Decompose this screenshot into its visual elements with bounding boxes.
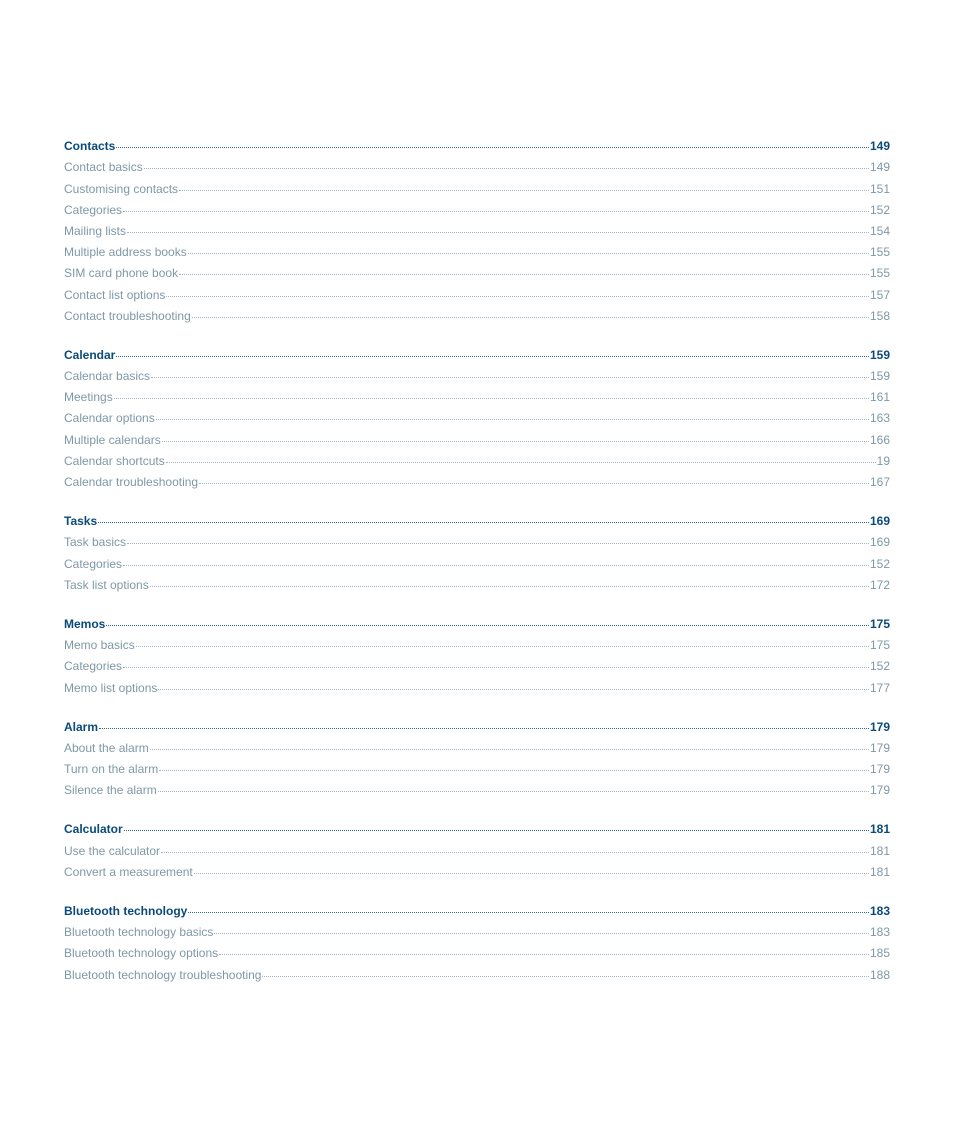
toc-entry-title: Mailing lists [64, 223, 127, 238]
toc-entry-title: Task list options [64, 577, 149, 592]
toc-item-link[interactable] [64, 918, 890, 939]
toc-entry-title: Calendar shortcuts [64, 453, 165, 468]
toc-page-number: 166 [869, 432, 890, 447]
toc-item-link[interactable] [64, 196, 890, 217]
toc-entry-title: Calendar troubleshooting [64, 475, 199, 489]
dot-leader [123, 211, 869, 212]
toc-page-number: 167 [869, 475, 890, 489]
dot-leader [159, 770, 869, 771]
toc-page-number: 181 [869, 822, 890, 837]
toc-item-link[interactable] [64, 858, 890, 879]
toc-entry-title: Alarm [64, 719, 99, 734]
toc-section-contacts [64, 132, 890, 323]
toc-item-link[interactable] [64, 362, 890, 383]
dot-leader [214, 933, 869, 934]
toc-page-number: 155 [869, 266, 890, 281]
toc-entry-title: Tasks [64, 514, 98, 529]
toc-entry-title: Categories [64, 556, 123, 571]
toc-item-link[interactable] [64, 217, 890, 238]
toc-page-number: 154 [869, 223, 890, 238]
dot-leader [194, 873, 869, 874]
toc-entry-title: Memo list options [64, 680, 158, 695]
toc-page-number: 183 [869, 925, 890, 940]
toc-entry-title: Use the calculator [64, 843, 161, 858]
dot-leader [179, 190, 869, 191]
toc-page-number: 149 [869, 160, 890, 175]
toc-page-number: 181 [869, 843, 890, 858]
toc-item-link[interactable] [64, 383, 890, 404]
toc-section-bluetooth-technology [64, 897, 890, 982]
toc-page-number: 188 [869, 967, 890, 982]
toc-item-link[interactable] [64, 302, 890, 323]
toc-item-link[interactable] [64, 425, 890, 446]
dot-leader [116, 147, 869, 148]
dot-leader [136, 646, 869, 647]
toc-entry-title: About the alarm [64, 740, 149, 755]
toc-page-number: 175 [869, 616, 890, 631]
toc-page-number: 152 [869, 556, 890, 571]
toc-item-link[interactable] [64, 836, 890, 857]
toc-page-number: 169 [869, 514, 890, 529]
dot-leader [144, 168, 869, 169]
toc-entry-title: Contacts [64, 139, 116, 154]
toc-entry-title: Memos [64, 616, 106, 631]
toc-page-number: 152 [869, 659, 890, 674]
toc-item-link[interactable] [64, 174, 890, 195]
toc-page-number: 157 [869, 287, 890, 302]
toc-item-link[interactable] [64, 259, 890, 280]
toc-page-number: 159 [869, 347, 890, 362]
toc-item-link[interactable] [64, 673, 890, 694]
dot-leader [116, 356, 869, 357]
toc-item-link[interactable] [64, 468, 890, 489]
toc-item-link[interactable] [64, 571, 890, 592]
toc-page-number: 183 [869, 904, 890, 918]
dot-leader [156, 419, 869, 420]
toc-entry-title: Calculator [64, 822, 123, 837]
dot-leader [99, 728, 869, 729]
toc-page-number: 179 [869, 740, 890, 755]
dot-leader [158, 791, 869, 792]
dot-leader [114, 398, 869, 399]
dot-leader [166, 296, 869, 297]
dot-leader [219, 954, 869, 955]
toc-entry-title: Calendar [64, 347, 116, 362]
toc-page-number: 179 [869, 783, 890, 798]
toc-entry-title: Meetings [64, 390, 113, 405]
toc-page-number: 181 [869, 864, 890, 879]
dot-leader [106, 625, 869, 626]
dot-leader [127, 232, 869, 233]
toc-page-number: 149 [869, 139, 890, 154]
dot-leader [123, 667, 869, 668]
toc-item-link[interactable] [64, 652, 890, 673]
toc-section-calculator [64, 815, 890, 879]
dot-leader [124, 830, 869, 831]
dot-leader [162, 441, 869, 442]
toc-entry-title: Categories [64, 659, 123, 674]
toc-page-number: 161 [869, 390, 890, 405]
toc-page-number: 179 [869, 762, 890, 777]
toc-entry-title: Calendar basics [64, 369, 151, 384]
toc-page-number: 175 [869, 638, 890, 653]
dot-leader [123, 565, 869, 566]
toc-item-link[interactable] [64, 960, 890, 981]
dot-leader [150, 749, 869, 750]
toc-item-link[interactable] [64, 755, 890, 776]
toc-item-link[interactable] [64, 153, 890, 174]
dot-leader [262, 976, 868, 977]
dot-leader [166, 462, 876, 463]
toc-section-tasks [64, 507, 890, 592]
toc-item-link[interactable] [64, 631, 890, 652]
toc-item-link[interactable] [64, 447, 890, 468]
table-of-contents [64, 132, 890, 1000]
dot-leader [192, 317, 869, 318]
toc-entry-title: Multiple calendars [64, 432, 161, 447]
toc-item-link[interactable] [64, 528, 890, 549]
toc-section-alarm [64, 713, 890, 798]
toc-page-number: 185 [869, 946, 890, 961]
toc-page-number: 151 [869, 181, 890, 196]
toc-section-calendar [64, 341, 890, 489]
dot-leader [188, 253, 869, 254]
toc-entry-title: Contact basics [64, 160, 143, 175]
toc-entry-title: Bluetooth technology basics [64, 925, 214, 940]
toc-page-number: 177 [869, 680, 890, 695]
toc-item-link[interactable] [64, 734, 890, 755]
toc-entry-title: Silence the alarm [64, 783, 157, 798]
toc-entry-title: Memo basics [64, 638, 135, 653]
toc-entry-title: Task basics [64, 535, 127, 550]
toc-heading-link[interactable] [64, 897, 890, 918]
toc-entry-title: Multiple address books [64, 245, 187, 260]
toc-entry-title: Contact list options [64, 287, 166, 302]
toc-item-link[interactable] [64, 404, 890, 425]
toc-page-number: 158 [869, 308, 890, 323]
toc-item-link[interactable] [64, 776, 890, 797]
toc-heading-link[interactable] [64, 341, 890, 362]
toc-entry-title: Contact troubleshooting [64, 308, 191, 323]
dot-leader [151, 377, 869, 378]
toc-entry-title: Bluetooth technology options [64, 946, 219, 961]
toc-entry-title: Bluetooth technology [64, 904, 188, 918]
toc-heading-link[interactable] [64, 713, 890, 734]
dot-leader [179, 274, 869, 275]
dot-leader [188, 912, 869, 913]
toc-page-number: 163 [869, 411, 890, 426]
toc-entry-title: Calendar options [64, 411, 155, 426]
dot-leader [98, 522, 869, 523]
toc-heading-link[interactable] [64, 610, 890, 631]
toc-page-number: 172 [869, 577, 890, 592]
toc-page-number: 19 [876, 453, 890, 468]
toc-item-link[interactable] [64, 549, 890, 570]
toc-item-link[interactable] [64, 280, 890, 301]
toc-entry-title: Customising contacts [64, 181, 179, 196]
toc-page-number: 155 [869, 245, 890, 260]
dot-leader [199, 483, 869, 484]
toc-page-number: 169 [869, 535, 890, 550]
toc-page-number: 179 [869, 719, 890, 734]
toc-item-link[interactable] [64, 939, 890, 960]
dot-leader [150, 586, 869, 587]
toc-entry-title: Turn on the alarm [64, 762, 159, 777]
dot-leader [158, 689, 869, 690]
toc-heading-link[interactable] [64, 132, 890, 153]
toc-section-memos [64, 610, 890, 695]
toc-entry-title: Convert a measurement [64, 864, 193, 879]
toc-entry-title: SIM card phone book [64, 266, 179, 281]
toc-entry-title: Bluetooth technology troubleshooting [64, 967, 262, 982]
toc-entry-title: Categories [64, 202, 123, 217]
toc-page-number: 152 [869, 202, 890, 217]
toc-heading-link[interactable] [64, 815, 890, 836]
toc-heading-link[interactable] [64, 507, 890, 528]
toc-page-number: 159 [869, 369, 890, 384]
dot-leader [127, 543, 869, 544]
toc-item-link[interactable] [64, 238, 890, 259]
dot-leader [161, 852, 869, 853]
